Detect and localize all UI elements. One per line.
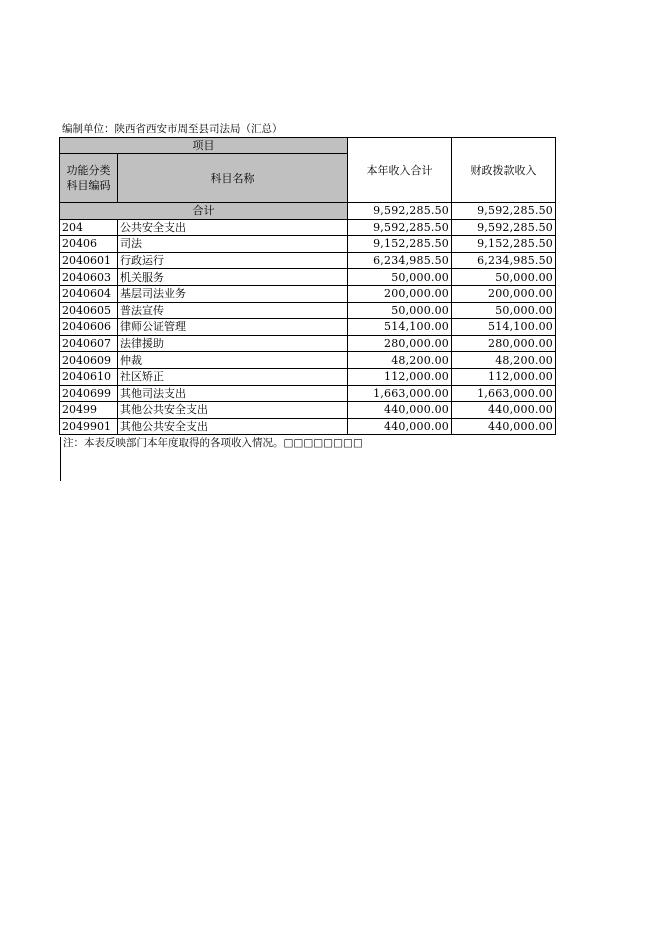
row-fiscal: 1,663,000.00	[452, 385, 556, 402]
row-fiscal: 6,234,985.50	[452, 252, 556, 269]
total-fiscal: 9,592,285.50	[452, 203, 556, 220]
row-total: 50,000.00	[348, 302, 452, 319]
row-code: 2040603	[60, 269, 118, 286]
row-name: 行政运行	[118, 252, 348, 269]
header-total: 本年收入合计	[348, 138, 452, 203]
row-total: 50,000.00	[348, 269, 452, 286]
header-project: 项目	[60, 138, 348, 154]
header-fiscal: 财政拨款收入	[452, 138, 556, 203]
table-row	[60, 252, 556, 269]
row-code: 2040610	[60, 368, 118, 385]
unit-label: 编制单位：陕西省西安市周至县司法局（汇总）	[62, 123, 283, 135]
table-row	[60, 319, 556, 336]
table-row	[60, 236, 556, 253]
row-fiscal: 50,000.00	[452, 269, 556, 286]
row-fiscal: 9,592,285.50	[452, 219, 556, 236]
row-name: 司法	[118, 236, 348, 253]
income-table	[59, 137, 556, 435]
table-note: 注：本表反映部门本年度取得的各项收入情况。□□□□□□□□	[60, 437, 363, 481]
row-fiscal: 514,100.00	[452, 319, 556, 336]
row-code: 2040601	[60, 252, 118, 269]
row-name: 其他公共安全支出	[118, 418, 348, 435]
row-name: 公共安全支出	[118, 219, 348, 236]
row-code: 2040609	[60, 352, 118, 369]
row-fiscal: 9,152,285.50	[452, 236, 556, 253]
row-total: 440,000.00	[348, 402, 452, 419]
row-name: 基层司法业务	[118, 285, 348, 302]
row-name: 仲裁	[118, 352, 348, 369]
row-code: 2049901	[60, 418, 118, 435]
row-name: 普法宣传	[118, 302, 348, 319]
row-total: 112,000.00	[348, 368, 452, 385]
row-fiscal: 440,000.00	[452, 402, 556, 419]
table-row	[60, 352, 556, 369]
header-code: 功能分类 科目编码	[60, 154, 118, 203]
row-name: 机关服务	[118, 269, 348, 286]
row-name: 律师公证管理	[118, 319, 348, 336]
row-fiscal: 112,000.00	[452, 368, 556, 385]
header-name: 科目名称	[118, 154, 348, 203]
row-code: 20406	[60, 236, 118, 253]
row-code: 204	[60, 219, 118, 236]
row-name: 社区矫正	[118, 368, 348, 385]
table-row	[60, 219, 556, 236]
row-name: 其他公共安全支出	[118, 402, 348, 419]
row-code: 20499	[60, 402, 118, 419]
table-row	[60, 285, 556, 302]
table-row	[60, 368, 556, 385]
row-total: 6,234,985.50	[348, 252, 452, 269]
total-income: 9,592,285.50	[348, 203, 452, 220]
row-fiscal: 440,000.00	[452, 418, 556, 435]
table-body	[60, 219, 556, 435]
row-code: 2040606	[60, 319, 118, 336]
row-total: 9,592,285.50	[348, 219, 452, 236]
row-total: 9,152,285.50	[348, 236, 452, 253]
table-row	[60, 335, 556, 352]
total-label: 合计	[60, 203, 348, 220]
row-total: 1,663,000.00	[348, 385, 452, 402]
row-total: 514,100.00	[348, 319, 452, 336]
row-name: 法律援助	[118, 335, 348, 352]
row-total: 440,000.00	[348, 418, 452, 435]
table-row	[60, 302, 556, 319]
row-fiscal: 48,200.00	[452, 352, 556, 369]
table-row	[60, 269, 556, 286]
row-code: 2040605	[60, 302, 118, 319]
table-row	[60, 385, 556, 402]
row-fiscal: 200,000.00	[452, 285, 556, 302]
table-row	[60, 418, 556, 435]
row-total: 200,000.00	[348, 285, 452, 302]
row-fiscal: 50,000.00	[452, 302, 556, 319]
row-code: 2040604	[60, 285, 118, 302]
table-row	[60, 402, 556, 419]
row-code: 2040607	[60, 335, 118, 352]
row-total: 280,000.00	[348, 335, 452, 352]
row-fiscal: 280,000.00	[452, 335, 556, 352]
row-name: 其他司法支出	[118, 385, 348, 402]
row-code: 2040699	[60, 385, 118, 402]
row-total: 48,200.00	[348, 352, 452, 369]
